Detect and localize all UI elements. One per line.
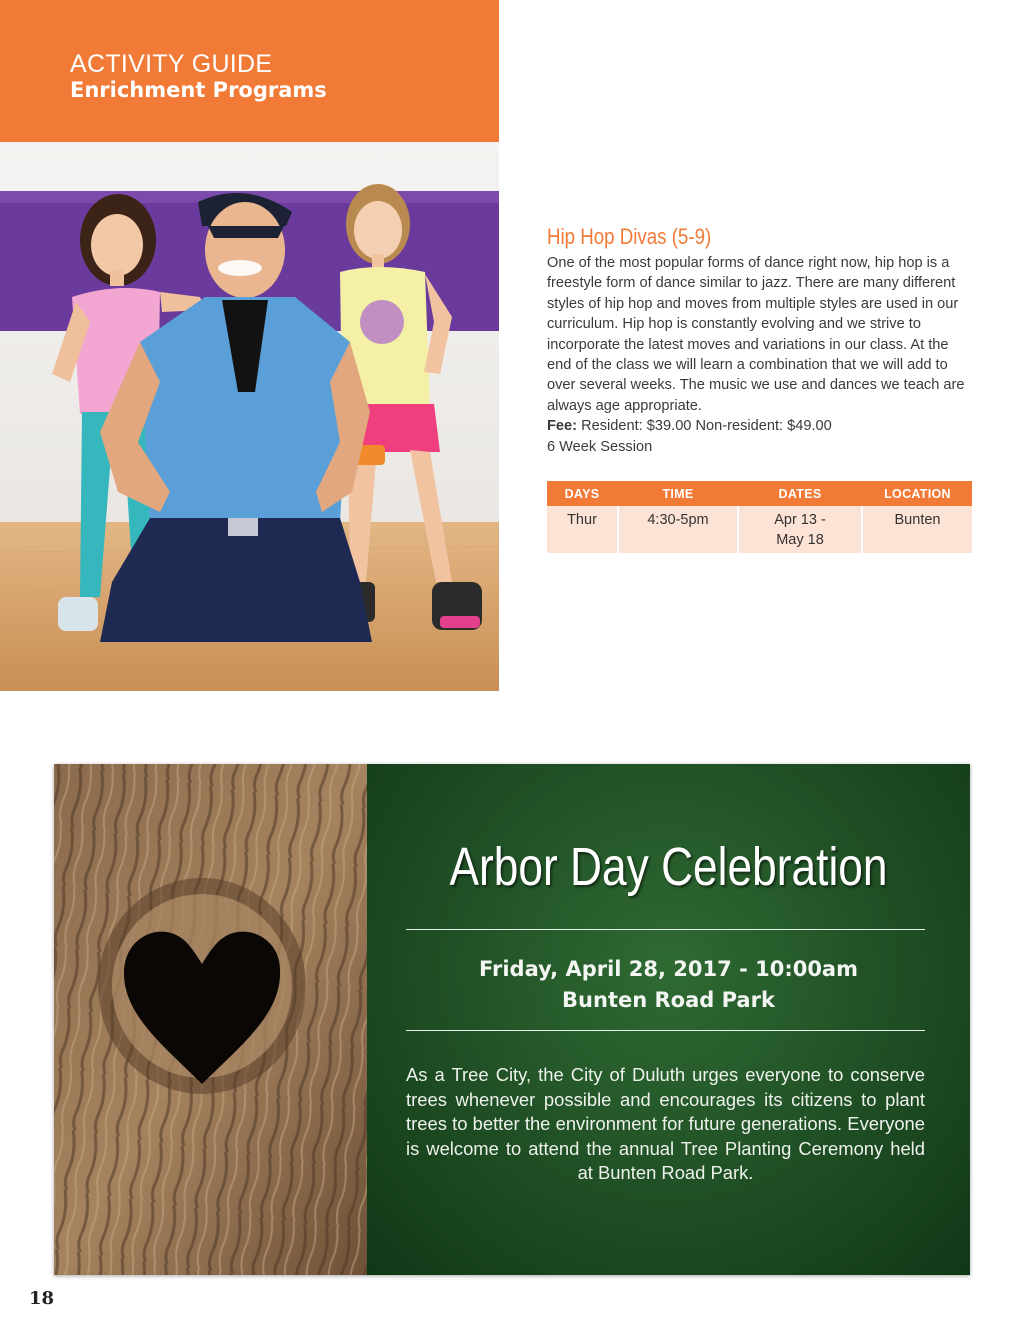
arbor-day-banner (54, 764, 970, 1275)
section-title: Enrichment Programs (70, 78, 327, 102)
page-number: 18 (29, 1288, 55, 1309)
divider-bottom (406, 1030, 925, 1031)
class-description: One of the most popular forms of dance right now, hip hop is a freestyle form of dance similar to jazz. There are many different styles of hip hop and moves from multiple styles are used in our curriculum. Hip hop is constantly evolving and we strive to incorporate the latest moves and variations in our class. At the end of the class we will learn a combination that we will add to over several weeks. The music we use and dances we teach are always age appropriate. (547, 255, 965, 414)
event-date-time: Friday, April 28, 2017 - 10:00am (478, 957, 858, 981)
tree-bark-heart-image (54, 764, 367, 1275)
event-datetime-block (367, 954, 970, 1016)
cell-location: Bunten (862, 506, 972, 553)
schedule-header-row (547, 481, 972, 506)
fee-value: Resident: $39.00 Non-resident: $49.00 (581, 418, 832, 435)
header-days: DAYS (547, 481, 618, 506)
table-row (547, 506, 972, 553)
schedule-table (547, 481, 972, 553)
guide-label: ACTIVITY GUIDE (70, 50, 273, 78)
event-description: As a Tree City, the City of Duluth urges everyone to conserve trees whenever possible and encourages its citizens to plant trees to better the environment for future generations. Everyone is welcome to attend the annual Tree Planting Ceremony held at Bunten Road Park. (406, 1064, 925, 1183)
session-length: 6 Week Session (547, 438, 653, 455)
event-venue: Bunten Road Park (562, 988, 775, 1012)
cell-time: 4:30-5pm (618, 506, 738, 553)
class-description-block (547, 253, 972, 457)
divider-top (406, 929, 925, 930)
cell-dates (738, 506, 862, 553)
cell-days: Thur (547, 506, 618, 553)
section-header (0, 0, 499, 142)
header-location: LOCATION (862, 481, 972, 506)
dates-start: Apr 13 - (774, 512, 826, 528)
header-dates: DATES (738, 481, 862, 506)
event-panel (367, 764, 970, 1275)
fee-line (547, 416, 972, 436)
fee-label: Fee: (547, 418, 578, 435)
header-time: TIME (618, 481, 738, 506)
class-title: Hip Hop Divas (5-9) (547, 224, 712, 249)
event-title: Arbor Day Celebration (449, 837, 888, 897)
dates-end: May 18 (776, 532, 824, 548)
dance-class-photo (0, 142, 499, 691)
